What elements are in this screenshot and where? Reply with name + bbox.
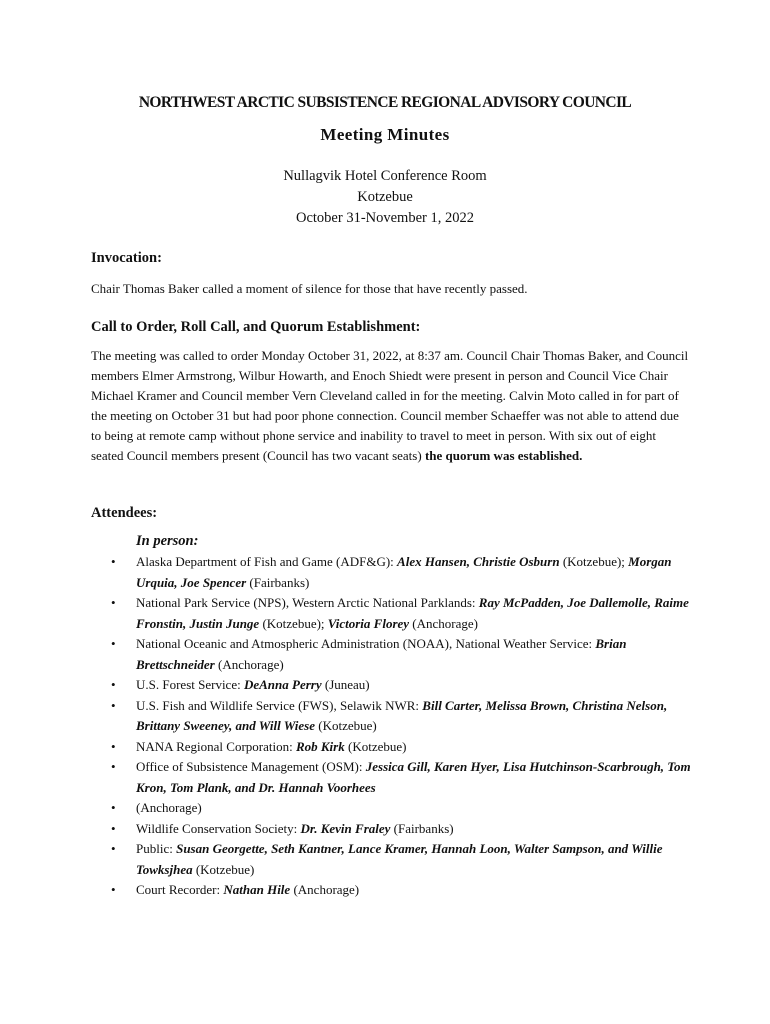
attendee-location: (Kotzebue) xyxy=(344,738,407,754)
list-item xyxy=(91,880,691,901)
quorum-statement: the quorum was established. xyxy=(424,448,583,463)
bullet-icon: • xyxy=(111,677,116,692)
attendees-heading: Attendees: xyxy=(91,505,158,521)
bullet-icon: • xyxy=(111,554,116,569)
list-item xyxy=(91,737,691,758)
attendee-names: Ray McPadden, Joe Dallemolle, Raime Fronstin, Justin Junge xyxy=(136,595,689,631)
attendee-location: (Fairbanks) xyxy=(246,574,310,590)
in-person-subheading: In person: xyxy=(136,533,199,549)
attendee-separator: , xyxy=(174,574,181,590)
meeting-info xyxy=(0,166,770,229)
list-item xyxy=(91,675,691,696)
attendee-org: Public: xyxy=(136,841,177,856)
attendee-names: Bill Carter, Melissa Brown, Christina Nelson, Brittany Sweeney, and Will Wiese xyxy=(136,697,668,733)
bullet-icon: • xyxy=(111,820,116,836)
bullet-icon: • xyxy=(111,759,116,774)
attendee-org: Court Recorder: xyxy=(136,882,224,897)
bullet-icon: • xyxy=(111,882,116,897)
attendee-names: DeAnna Perry xyxy=(243,677,322,692)
attendee-location: (Kotzebue); xyxy=(259,615,328,631)
list-item xyxy=(91,757,691,798)
attendee-location: (Kotzebue) xyxy=(192,861,255,877)
attendee-location: (Anchorage) xyxy=(409,615,478,631)
attendee-org: U.S. Fish and Wildlife Service (FWS), Selawik NWR: xyxy=(136,697,423,713)
attendee-location: (Anchorage) xyxy=(290,882,360,897)
attendee-org: (Anchorage) xyxy=(136,800,202,815)
bullet-icon: • xyxy=(111,738,116,754)
invocation-heading: Invocation: xyxy=(91,250,162,266)
list-item xyxy=(91,839,691,880)
attendee-names: Rob Kirk xyxy=(295,738,345,754)
list-item xyxy=(91,593,691,634)
attendee-names: Jessica Gill, Karen Hyer, Lisa Hutchinson-Scarbrough, Tom Kron, Tom Plank, and Dr. Hannah Voorhees xyxy=(136,759,691,795)
attendee-org: National Park Service (NPS), Western Arctic National Parklands: xyxy=(136,595,479,610)
list-item xyxy=(91,696,691,737)
attendee-location: (Fairbanks) xyxy=(390,820,454,836)
attendee-names: Brian Brettschneider xyxy=(136,636,627,672)
list-item xyxy=(91,634,691,675)
bullet-icon: • xyxy=(111,636,116,651)
bullet-icon: • xyxy=(111,800,116,815)
attendee-names: Victoria Florey xyxy=(327,615,410,631)
attendee-names: Dr. Kevin Fraley xyxy=(300,820,391,836)
attendee-names: Morgan Urquia xyxy=(136,554,672,590)
attendee-names: Alex Hansen, Christie Osburn xyxy=(397,554,560,569)
attendee-location: (Kotzebue); xyxy=(559,554,629,569)
bullet-icon: • xyxy=(111,841,116,856)
meeting-location: Nullagvik Hotel Conference Room xyxy=(283,168,487,184)
invocation-text: Chair Thomas Baker called a moment of silence for those that have recently passed. xyxy=(91,281,528,296)
list-item xyxy=(91,819,691,840)
list-item xyxy=(91,552,691,593)
attendee-list xyxy=(91,552,691,901)
attendee-org: Wildlife Conservation Society: xyxy=(136,820,301,836)
meeting-city: Kotzebue xyxy=(357,189,413,205)
attendee-location: (Anchorage) xyxy=(214,656,284,672)
bullet-icon: • xyxy=(111,595,116,610)
attendee-org: National Oceanic and Atmospheric Administration (NOAA), National Weather Service: xyxy=(136,636,596,651)
attendee-names: Joe Spencer xyxy=(180,574,247,590)
attendee-org: NANA Regional Corporation: xyxy=(136,738,296,754)
roll-call-text: The meeting was called to order Monday October 31, 2022, at 8:37 am. Council Chair Thomas Baker, and Council members Elmer Armstrong, Wilbur Howarth, and Enoch Shiedt were present in person and Council Vice Chair Michael Kramer and Council member Vern Cleveland called in for the meeting. Calvin Moto called in for part of the meeting on October 31 but had poor phone connection. Council member Schaeffer was not able to attend due to being at remote camp without phone service and inability to travel to meet in person. With six out of eight seated Council members present (Council has two vacant seats) xyxy=(91,348,689,463)
council-title: NORTHWEST ARCTIC SUBSISTENCE REGIONAL ADVISORY COUNCIL xyxy=(138,94,632,111)
attendee-org: Office of Subsistence Management (OSM): xyxy=(136,759,366,774)
meeting-dates: October 31-November 1, 2022 xyxy=(296,210,474,226)
attendee-names: Susan Georgette, Seth Kantner, Lance Kramer, Hannah Loon, Walter Sampson, and Willie Towksjhea xyxy=(136,841,663,877)
attendee-org: Alaska Department of Fish and Game (ADF&G): xyxy=(136,554,398,569)
roll-call-paragraph xyxy=(91,346,691,466)
bullet-icon: • xyxy=(111,697,116,713)
roll-call-heading: Call to Order, Roll Call, and Quorum Establishment: xyxy=(91,319,421,335)
document-title: Meeting Minutes xyxy=(320,125,450,144)
attendee-org: U.S. Forest Service: xyxy=(136,677,244,692)
attendee-location: (Kotzebue) xyxy=(315,718,377,733)
attendee-names: Nathan Hile xyxy=(223,882,291,897)
attendee-location: (Juneau) xyxy=(321,677,370,692)
list-item xyxy=(91,798,691,819)
